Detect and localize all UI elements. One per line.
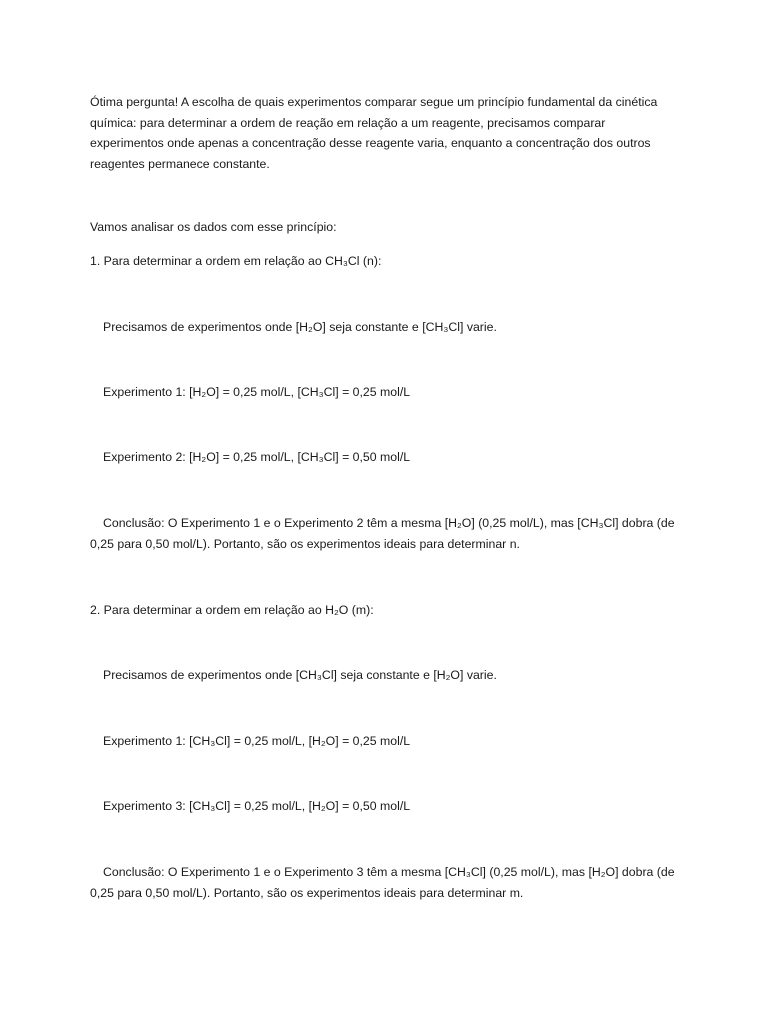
section2-experiment-b: Experimento 3: [CH₃Cl] = 0,25 mol/L, [H₂O] = 0,50 mol/L xyxy=(103,799,411,813)
section2-conclusion: Conclusão: O Experimento 1 e o Experimento 3 têm a mesma [CH₃Cl] (0,25 mol/L), mas [H₂O] dobra (de 0,25 para 0,50 mol/L). Portanto, são os experimentos ideais para determinar m. xyxy=(90,865,675,900)
section1-experiment-a: Experimento 1: [H₂O] = 0,25 mol/L, [CH₃Cl] = 0,25 mol/L xyxy=(103,385,411,399)
section1-heading: 1. Para determinar a ordem em relação ao CH₃Cl (n): xyxy=(90,254,382,268)
section1-experiment-b: Experimento 2: [H₂O] = 0,25 mol/L, [CH₃Cl] = 0,50 mol/L xyxy=(103,450,411,464)
section1-conclusion: Conclusão: O Experimento 1 e o Experimento 2 têm a mesma [H₂O] (0,25 mol/L), mas [CH₃Cl] dobra (de 0,25 para 0,50 mol/L). Portanto, são os experimentos ideais para determinar n. xyxy=(90,516,675,551)
analysis-intro: Vamos analisar os dados com esse princípio: xyxy=(90,220,337,234)
section2-heading: 2. Para determinar a ordem em relação ao H₂O (m): xyxy=(90,603,374,617)
section2-requirement: Precisamos de experimentos onde [CH₃Cl] seja constante e [H₂O] varie. xyxy=(103,668,497,682)
intro-paragraph: Ótima pergunta! A escolha de quais experimentos comparar segue um princípio fundamental da cinética química: para determinar a ordem de reação em relação a um reagente, precisamos comparar experimentos onde apenas a concentração desse reagente varia, enquanto a concentração dos outros reagentes permanece constante. xyxy=(90,95,658,171)
section2-experiment-a: Experimento 1: [CH₃Cl] = 0,25 mol/L, [H₂O] = 0,25 mol/L xyxy=(103,734,411,748)
section1-requirement: Precisamos de experimentos onde [H₂O] seja constante e [CH₃Cl] varie. xyxy=(103,320,497,334)
